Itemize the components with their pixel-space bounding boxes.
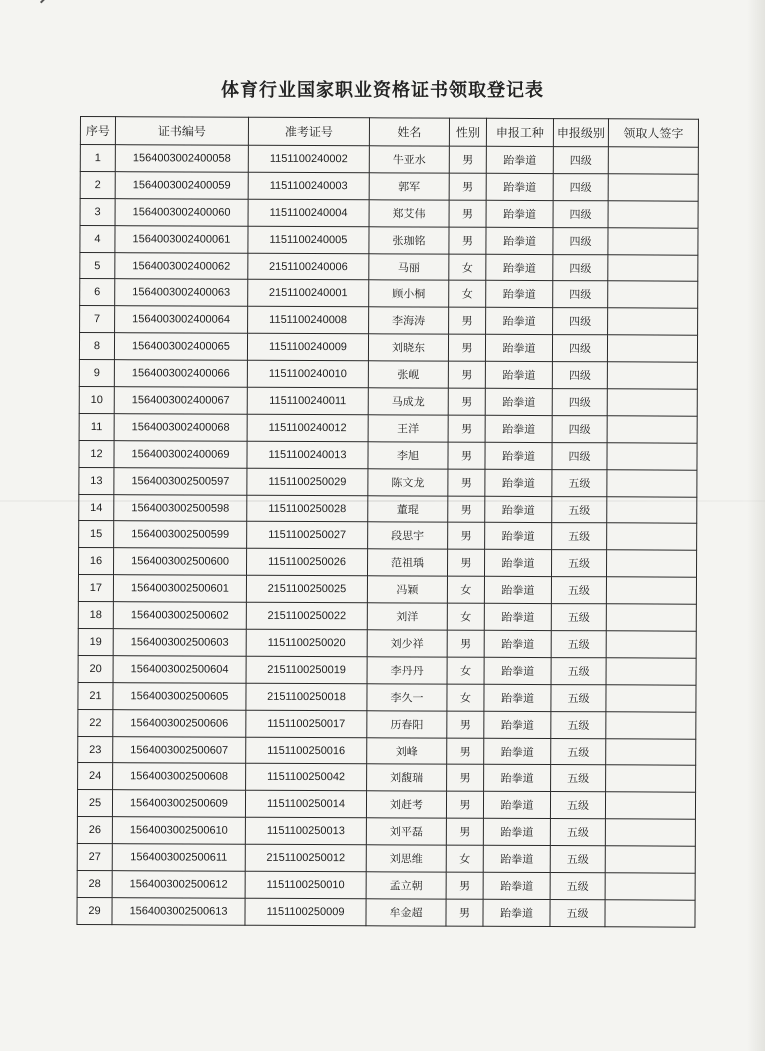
cell-gender: 男 <box>449 200 486 227</box>
cell-gender: 男 <box>448 415 485 442</box>
cell-level: 五级 <box>551 604 606 631</box>
cell-name: 李海涛 <box>369 307 449 334</box>
table-row <box>79 333 697 363</box>
cell-index: 3 <box>80 198 115 225</box>
cell-level: 五级 <box>552 469 607 496</box>
cell-index: 18 <box>78 602 113 629</box>
header-name: 姓名 <box>369 118 449 146</box>
cell-gender: 男 <box>448 442 485 469</box>
cell-cert-no: 1564003002400064 <box>115 306 248 333</box>
cell-gender: 男 <box>449 307 486 334</box>
cell-exam-no: 2151100250019 <box>246 656 367 683</box>
cell-cert-no: 1564003002400059 <box>115 172 248 199</box>
cell-exam-no: 1151100250013 <box>245 817 366 844</box>
cell-cert-no: 1564003002400069 <box>114 440 247 467</box>
table-header-row <box>80 117 698 148</box>
cell-level: 五级 <box>552 523 607 550</box>
table-row <box>80 306 698 336</box>
cell-index: 26 <box>77 817 112 844</box>
cell-name: 范祖瑀 <box>367 549 447 576</box>
cell-cert-no: 1564003002400062 <box>115 252 248 279</box>
cell-name: 刘洋 <box>367 603 447 630</box>
table-row <box>79 413 697 443</box>
table-row <box>78 682 696 712</box>
cell-signature <box>608 281 698 308</box>
cell-exam-no: 2151100250025 <box>246 575 367 602</box>
cell-signature <box>606 577 696 604</box>
cell-trade: 跆拳道 <box>483 872 550 899</box>
cell-level: 四级 <box>553 200 608 227</box>
cell-signature <box>606 550 696 577</box>
cell-index: 19 <box>78 629 113 656</box>
cell-gender: 男 <box>447 630 484 657</box>
cell-level: 四级 <box>552 362 607 389</box>
table-row <box>78 602 696 632</box>
cell-name: 李丹丹 <box>367 657 447 684</box>
cell-index: 15 <box>79 521 114 548</box>
cell-cert-no: 1564003002400058 <box>115 145 248 172</box>
cell-index: 1 <box>80 145 115 172</box>
cell-gender: 女 <box>447 576 484 603</box>
cell-trade: 跆拳道 <box>484 603 551 630</box>
cell-gender: 女 <box>449 281 486 308</box>
cell-exam-no: 1151100250010 <box>245 871 366 898</box>
cell-level: 五级 <box>551 684 606 711</box>
cell-signature <box>608 174 698 201</box>
cell-trade: 跆拳道 <box>484 765 551 792</box>
cell-name: 刘馥瑞 <box>367 764 447 791</box>
cell-signature <box>608 201 698 228</box>
cell-trade: 跆拳道 <box>485 469 552 496</box>
cell-exam-no: 2151100250012 <box>245 844 366 871</box>
cell-signature <box>607 469 697 496</box>
cell-level: 五级 <box>550 873 605 900</box>
cell-exam-no: 1151100250026 <box>246 549 367 576</box>
cell-trade: 跆拳道 <box>486 173 553 200</box>
cell-cert-no: 1564003002400067 <box>114 387 247 414</box>
cell-signature <box>607 523 697 550</box>
cell-index: 29 <box>77 897 112 924</box>
cell-name: 刘少祥 <box>367 630 447 657</box>
cell-name: 张珈铭 <box>369 226 449 253</box>
cell-level: 五级 <box>551 550 606 577</box>
cell-trade: 跆拳道 <box>485 388 552 415</box>
cell-cert-no: 1564003002500608 <box>113 763 246 790</box>
cell-signature <box>608 227 698 254</box>
cell-index: 10 <box>79 387 114 414</box>
cell-exam-no: 1151100240013 <box>247 441 368 468</box>
cell-exam-no: 1151100250020 <box>246 629 367 656</box>
cell-gender: 女 <box>447 684 484 711</box>
header-level: 申报级别 <box>553 119 608 147</box>
cell-level: 五级 <box>550 819 605 846</box>
cell-exam-no: 1151100250009 <box>245 898 366 925</box>
cell-cert-no: 1564003002500601 <box>113 575 246 602</box>
cell-cert-no: 1564003002500602 <box>113 602 246 629</box>
registration-table <box>76 116 699 928</box>
cell-trade: 跆拳道 <box>484 711 551 738</box>
table-row <box>80 225 698 255</box>
cell-name: 刘思维 <box>366 845 446 872</box>
cell-name: 顾小桐 <box>369 280 449 307</box>
cell-trade: 跆拳道 <box>485 442 552 469</box>
cell-index: 11 <box>79 413 114 440</box>
cell-level: 五级 <box>551 738 606 765</box>
cell-trade: 跆拳道 <box>483 845 550 872</box>
cell-index: 8 <box>79 333 114 360</box>
cell-exam-no: 1151100240011 <box>247 387 368 414</box>
cell-signature <box>606 765 696 792</box>
cell-trade: 跆拳道 <box>484 657 551 684</box>
table-row <box>78 655 696 685</box>
cell-level: 四级 <box>553 147 608 174</box>
cell-level: 四级 <box>552 442 607 469</box>
cell-cert-no: 1564003002400061 <box>115 225 248 252</box>
cell-gender: 女 <box>449 254 486 281</box>
cell-trade: 跆拳道 <box>484 738 551 765</box>
header-exam-no: 准考证号 <box>248 117 369 146</box>
header-gender: 性别 <box>449 118 486 146</box>
cell-level: 四级 <box>552 389 607 416</box>
cell-level: 五级 <box>550 899 605 926</box>
cell-index: 9 <box>79 360 114 387</box>
cell-name: 孟立朝 <box>366 872 446 899</box>
header-signature: 领取人签字 <box>608 119 698 147</box>
table-row <box>80 171 698 201</box>
cell-gender: 男 <box>448 523 485 550</box>
cell-trade: 跆拳道 <box>484 577 551 604</box>
cell-signature <box>605 819 695 846</box>
cell-signature <box>607 389 697 416</box>
cell-trade: 跆拳道 <box>486 254 553 281</box>
cell-exam-no: 2151100240006 <box>248 253 369 280</box>
cell-signature <box>607 443 697 470</box>
table-row <box>79 494 697 524</box>
cell-name: 李久一 <box>367 684 447 711</box>
cell-gender: 男 <box>447 711 484 738</box>
cell-gender: 男 <box>448 469 485 496</box>
cell-signature <box>605 873 695 900</box>
cell-gender: 男 <box>449 146 486 173</box>
cell-level: 四级 <box>552 415 607 442</box>
cell-cert-no: 1564003002500605 <box>113 682 246 709</box>
cell-exam-no: 1151100240010 <box>247 360 368 387</box>
cell-cert-no: 1564003002500609 <box>112 790 245 817</box>
cell-cert-no: 1564003002400065 <box>114 333 247 360</box>
cell-index: 22 <box>78 709 113 736</box>
table-row <box>78 575 696 605</box>
cell-signature <box>607 496 697 523</box>
cell-exam-no: 1151100240003 <box>248 172 369 199</box>
cell-exam-no: 1151100250014 <box>245 791 366 818</box>
cell-trade: 跆拳道 <box>484 630 551 657</box>
cell-index: 13 <box>79 467 114 494</box>
cell-level: 四级 <box>553 173 608 200</box>
cell-exam-no: 1151100250016 <box>246 737 367 764</box>
cell-exam-no: 1151100240004 <box>248 199 369 226</box>
cell-cert-no: 1564003002500597 <box>114 467 247 494</box>
table-row <box>79 440 697 470</box>
table-row <box>78 548 696 578</box>
cell-name: 郭军 <box>369 173 449 200</box>
cell-cert-no: 1564003002400063 <box>115 279 248 306</box>
cell-signature <box>607 416 697 443</box>
cell-level: 五级 <box>550 846 605 873</box>
table-row <box>77 871 695 901</box>
cell-gender: 男 <box>448 496 485 523</box>
cell-exam-no: 1151100250028 <box>247 495 368 522</box>
header-cert-no: 证书编号 <box>115 117 248 146</box>
cell-index: 12 <box>79 440 114 467</box>
document-title: 体育行业国家职业资格证书领取登记表 <box>221 80 544 101</box>
table-row <box>77 897 695 927</box>
cell-signature <box>608 254 698 281</box>
cell-trade: 跆拳道 <box>486 281 553 308</box>
cell-trade: 跆拳道 <box>485 335 552 362</box>
cell-signature <box>606 631 696 658</box>
cell-exam-no: 1151100240008 <box>248 307 369 334</box>
cell-cert-no: 1564003002400066 <box>114 360 247 387</box>
cell-name: 历春阳 <box>367 710 447 737</box>
cell-cert-no: 1564003002500612 <box>112 871 245 898</box>
cell-exam-no: 1151100240002 <box>248 145 369 172</box>
cell-name: 王洋 <box>368 415 448 442</box>
cell-name: 刘赶考 <box>366 791 446 818</box>
cell-trade: 跆拳道 <box>485 361 552 388</box>
cell-signature <box>606 738 696 765</box>
cell-cert-no: 1564003002500607 <box>113 736 246 763</box>
cell-level: 五级 <box>550 792 605 819</box>
cell-gender: 男 <box>447 549 484 576</box>
cell-cert-no: 1564003002500610 <box>112 817 245 844</box>
cell-gender: 男 <box>448 388 485 415</box>
cell-gender: 男 <box>449 173 486 200</box>
cell-index: 14 <box>79 494 114 521</box>
cell-name: 段思宇 <box>368 522 448 549</box>
cell-level: 五级 <box>551 657 606 684</box>
cell-level: 五级 <box>551 765 606 792</box>
cell-cert-no: 1564003002500603 <box>113 629 246 656</box>
cell-trade: 跆拳道 <box>486 308 553 335</box>
cell-trade: 跆拳道 <box>483 899 550 926</box>
cell-level: 四级 <box>553 281 608 308</box>
table-row <box>77 790 695 820</box>
cell-exam-no: 1151100240009 <box>247 333 368 360</box>
header-index: 序号 <box>80 117 115 145</box>
cell-trade: 跆拳道 <box>483 819 550 846</box>
cell-signature <box>605 846 695 873</box>
cell-exam-no: 1151100240012 <box>247 414 368 441</box>
cell-level: 四级 <box>553 308 608 335</box>
cell-cert-no: 1564003002500599 <box>114 521 247 548</box>
cell-cert-no: 1564003002500600 <box>113 548 246 575</box>
cell-index: 7 <box>80 306 115 333</box>
cell-trade: 跆拳道 <box>485 496 552 523</box>
cell-exam-no: 2151100250018 <box>246 683 367 710</box>
cell-trade: 跆拳道 <box>486 146 553 173</box>
cell-index: 5 <box>80 252 115 279</box>
cell-index: 25 <box>77 790 112 817</box>
cell-index: 24 <box>78 763 113 790</box>
cell-level: 四级 <box>553 254 608 281</box>
cell-exam-no: 1151100240005 <box>248 226 369 253</box>
table-row <box>79 467 697 497</box>
table-row <box>79 521 697 551</box>
cell-signature <box>606 604 696 631</box>
cell-signature <box>606 658 696 685</box>
cell-name: 刘平磊 <box>366 818 446 845</box>
cell-gender: 男 <box>448 334 485 361</box>
cell-gender: 男 <box>448 361 485 388</box>
cell-exam-no: 2151100240001 <box>248 280 369 307</box>
cell-trade: 跆拳道 <box>486 200 553 227</box>
cell-gender: 男 <box>446 899 483 926</box>
cell-gender: 男 <box>446 791 483 818</box>
table-row <box>80 145 698 175</box>
cell-name: 牛亚水 <box>369 146 449 173</box>
cell-gender: 女 <box>447 603 484 630</box>
cell-index: 21 <box>78 682 113 709</box>
cell-index: 2 <box>80 171 115 198</box>
cell-signature <box>607 362 697 389</box>
table-row <box>79 387 697 417</box>
cell-index: 17 <box>78 575 113 602</box>
cell-name: 牟金超 <box>366 899 446 926</box>
cell-signature <box>606 685 696 712</box>
cell-name: 郑艾伟 <box>369 200 449 227</box>
cell-gender: 男 <box>447 738 484 765</box>
table-row <box>80 252 698 282</box>
cell-trade: 跆拳道 <box>483 792 550 819</box>
cell-level: 五级 <box>551 631 606 658</box>
cell-gender: 男 <box>446 872 483 899</box>
cell-trade: 跆拳道 <box>486 227 553 254</box>
cell-level: 四级 <box>552 335 607 362</box>
cell-name: 董琨 <box>368 495 448 522</box>
cell-gender: 女 <box>447 657 484 684</box>
cell-name: 刘峰 <box>367 737 447 764</box>
cell-index: 27 <box>77 844 112 871</box>
cell-cert-no: 1564003002500604 <box>113 656 246 683</box>
cell-trade: 跆拳道 <box>484 684 551 711</box>
cell-exam-no: 1151100250042 <box>246 764 367 791</box>
cell-level: 五级 <box>551 577 606 604</box>
cell-exam-no: 1151100250017 <box>246 710 367 737</box>
cell-index: 16 <box>78 548 113 575</box>
cell-name: 马成龙 <box>368 388 448 415</box>
cell-signature <box>607 335 697 362</box>
pen-mark <box>40 0 63 3</box>
cell-cert-no: 1564003002500606 <box>113 709 246 736</box>
cell-exam-no: 2151100250022 <box>246 602 367 629</box>
cell-name: 张岘 <box>368 361 448 388</box>
cell-exam-no: 1151100250029 <box>247 468 368 495</box>
cell-gender: 男 <box>446 818 483 845</box>
cell-index: 6 <box>80 279 115 306</box>
cell-gender: 女 <box>446 845 483 872</box>
cell-name: 刘晓东 <box>368 334 448 361</box>
cell-signature <box>605 900 695 927</box>
cell-cert-no: 1564003002400068 <box>114 414 247 441</box>
cell-level: 五级 <box>552 496 607 523</box>
cell-name: 冯颖 <box>367 576 447 603</box>
cell-trade: 跆拳道 <box>484 550 551 577</box>
cell-index: 23 <box>78 736 113 763</box>
table-row <box>78 709 696 739</box>
cell-cert-no: 1564003002400060 <box>115 198 248 225</box>
cell-cert-no: 1564003002500598 <box>114 494 247 521</box>
cell-gender: 男 <box>447 765 484 792</box>
cell-index: 4 <box>80 225 115 252</box>
table-row <box>78 763 696 793</box>
cell-index: 28 <box>77 871 112 898</box>
table-row <box>79 360 697 390</box>
table-row <box>78 629 696 659</box>
cell-signature <box>608 308 698 335</box>
cell-signature <box>605 792 695 819</box>
table-row <box>78 736 696 766</box>
cell-trade: 跆拳道 <box>485 415 552 442</box>
cell-name: 马丽 <box>369 253 449 280</box>
table-row <box>80 279 698 309</box>
cell-signature <box>608 147 698 174</box>
cell-name: 李旭 <box>368 442 448 469</box>
table-row <box>77 844 695 874</box>
cell-name: 陈文龙 <box>368 468 448 495</box>
cell-cert-no: 1564003002500611 <box>112 844 245 871</box>
cell-level: 四级 <box>553 227 608 254</box>
cell-signature <box>606 712 696 739</box>
header-trade: 申报工种 <box>486 118 553 146</box>
cell-cert-no: 1564003002500613 <box>112 898 245 925</box>
cell-level: 五级 <box>551 711 606 738</box>
cell-index: 20 <box>78 655 113 682</box>
cell-exam-no: 1151100250027 <box>247 522 368 549</box>
cell-trade: 跆拳道 <box>485 523 552 550</box>
table-row <box>80 198 698 228</box>
table-row <box>77 817 695 847</box>
paper-edge-shadow <box>747 0 765 1051</box>
cell-gender: 男 <box>449 227 486 254</box>
